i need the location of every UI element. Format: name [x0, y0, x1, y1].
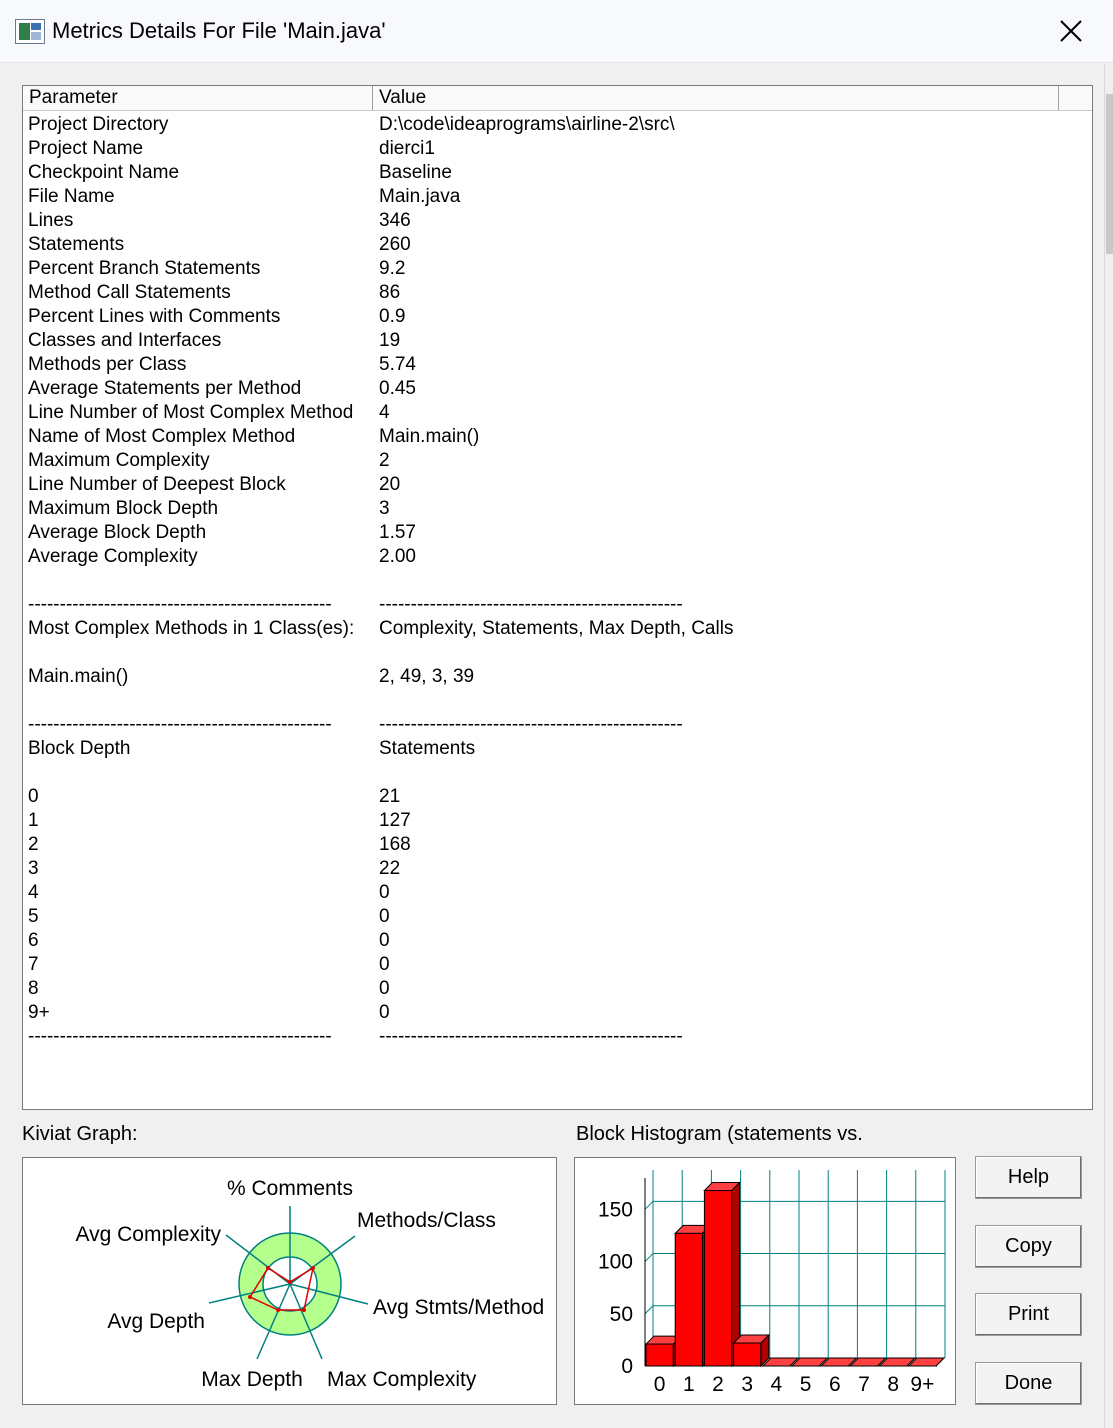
column-header-spacer [1059, 86, 1093, 110]
app-icon [15, 19, 45, 44]
parameter-cell: Main.main() [28, 666, 129, 687]
table-row[interactable] [23, 569, 1092, 593]
table-row[interactable] [23, 905, 1092, 929]
table-row[interactable] [23, 857, 1092, 881]
parameter-cell: Project Directory [28, 114, 169, 135]
grid-line-depth [645, 1306, 653, 1314]
parameter-cell: Maximum Block Depth [28, 498, 219, 519]
value-cell: 5.74 [379, 354, 416, 375]
value-cell: 0 [379, 882, 390, 903]
parameter-cell: 7 [28, 954, 39, 975]
table-row[interactable] [23, 689, 1092, 713]
table-row[interactable] [23, 137, 1092, 161]
parameter-cell: Project Name [28, 138, 144, 159]
value-cell: D:\code\ideaprograms\airline-2\src\ [379, 114, 675, 135]
parameter-cell: 3 [28, 858, 39, 879]
parameter-cell: Methods per Class [28, 354, 187, 375]
table-row[interactable] [23, 305, 1092, 329]
value-cell: 1.57 [379, 522, 416, 543]
parameter-cell: 0 [28, 786, 39, 807]
table-row[interactable] [23, 473, 1092, 497]
table-row[interactable] [23, 977, 1092, 1001]
parameter-cell: ------------------------------------------------ [28, 714, 332, 735]
y-tick-label: 50 [609, 1302, 633, 1326]
kiviat-axis-max-depth: Max Depth [201, 1368, 303, 1391]
parameter-cell: Average Block Depth [28, 522, 207, 543]
table-row[interactable] [23, 161, 1092, 185]
column-header-parameter[interactable]: Parameter [23, 86, 373, 110]
value-cell: Statements [379, 738, 476, 759]
parameter-cell: Line Number of Deepest Block [28, 474, 286, 495]
value-cell: ------------------------------------------------ [379, 1026, 683, 1047]
x-tick-label: 9+ [910, 1373, 935, 1396]
bar [734, 1343, 761, 1366]
table-row[interactable] [23, 329, 1092, 353]
table-row[interactable] [23, 233, 1092, 257]
table-row[interactable] [23, 665, 1092, 689]
kiviat-axis-avg-depth: Avg Depth [107, 1310, 205, 1333]
parameter-cell: File Name [28, 186, 115, 207]
help-button[interactable]: Help [975, 1156, 1082, 1199]
parameter-cell: 1 [28, 810, 39, 831]
table-row[interactable] [23, 593, 1092, 617]
table-row[interactable] [23, 449, 1092, 473]
table-row[interactable] [23, 881, 1092, 905]
value-cell: Main.main() [379, 426, 480, 447]
value-cell: 0 [379, 906, 390, 927]
close-icon [1059, 19, 1083, 43]
value-cell: 0.45 [379, 378, 416, 399]
parameter-cell: Statements [28, 234, 125, 255]
value-cell: 168 [379, 834, 411, 855]
table-row[interactable] [23, 1025, 1092, 1049]
value-cell: 346 [379, 210, 411, 231]
print-button[interactable]: Print [975, 1293, 1082, 1336]
value-cell: Complexity, Statements, Max Depth, Calls [379, 618, 734, 639]
table-row[interactable] [23, 401, 1092, 425]
parameter-cell: ------------------------------------------------ [28, 1026, 332, 1047]
x-tick-label: 5 [799, 1373, 812, 1396]
x-tick-label: 8 [887, 1373, 900, 1396]
value-cell: 2, 49, 3, 39 [379, 666, 475, 687]
value-cell: 22 [379, 858, 401, 879]
kiviat-axis-comments: % Comments [226, 1177, 354, 1200]
value-cell: ------------------------------------------------ [379, 714, 683, 735]
value-cell: Main.java [379, 186, 461, 207]
parameter-cell: Line Number of Most Complex Method [28, 402, 354, 423]
y-tick-label: 150 [597, 1198, 633, 1222]
window-title: Metrics Details For File 'Main.java' [52, 18, 386, 43]
kiviat-axis-methods-class: Methods/Class [357, 1209, 496, 1232]
table-row[interactable] [23, 641, 1092, 665]
kiviat-axis-avg-complexity: Avg Complexity [75, 1223, 221, 1246]
value-cell: 2.00 [379, 546, 416, 567]
value-cell: 86 [379, 282, 401, 303]
value-cell: 20 [379, 474, 401, 495]
parameter-cell: Average Complexity [28, 546, 198, 567]
parameter-cell: 8 [28, 978, 39, 999]
parameter-cell: Percent Branch Statements [28, 258, 261, 279]
value-cell: 2 [379, 450, 390, 471]
done-button[interactable]: Done [975, 1362, 1082, 1405]
parameter-cell: 2 [28, 834, 39, 855]
value-cell: 0 [379, 978, 390, 999]
kiviat-axis-max-complexity: Max Complexity [327, 1368, 477, 1391]
block-histogram [574, 1157, 956, 1405]
value-cell: 4 [379, 402, 390, 423]
value-cell: 0 [379, 1002, 390, 1023]
parameter-cell: Lines [28, 210, 74, 231]
kiviat-label: Kiviat Graph: [22, 1123, 138, 1145]
table-row[interactable] [23, 113, 1092, 137]
value-cell: 127 [379, 810, 411, 831]
y-tick-label: 0 [621, 1355, 633, 1378]
value-cell: 9.2 [379, 258, 406, 279]
table-row[interactable] [23, 497, 1092, 521]
table-row[interactable] [23, 713, 1092, 737]
parameter-cell: Classes and Interfaces [28, 330, 222, 351]
table-row[interactable] [23, 953, 1092, 977]
table-row[interactable] [23, 785, 1092, 809]
value-cell: 260 [379, 234, 411, 255]
table-row[interactable] [23, 377, 1092, 401]
x-tick-label: 0 [653, 1373, 666, 1396]
value-cell: dierci1 [379, 138, 435, 159]
column-header-value[interactable]: Value [373, 86, 1059, 110]
parameter-cell: Percent Lines with Comments [28, 306, 281, 327]
x-tick-label: 1 [682, 1373, 695, 1396]
value-cell: 3 [379, 498, 390, 519]
table-row[interactable] [23, 809, 1092, 833]
title-bar [0, 0, 1113, 63]
parameter-cell: Name of Most Complex Method [28, 426, 296, 447]
value-cell: 21 [379, 786, 401, 807]
y-tick-label: 100 [597, 1250, 633, 1274]
parameter-cell: Average Statements per Method [28, 378, 302, 399]
table-row[interactable] [23, 929, 1092, 953]
table-row[interactable] [23, 281, 1092, 305]
table-row[interactable] [23, 209, 1092, 233]
close-button[interactable] [1046, 10, 1096, 52]
parameter-cell: Checkpoint Name [28, 162, 180, 183]
table-row[interactable] [23, 353, 1092, 377]
kiviat-axis-avg-stmts-method: Avg Stmts/Method [373, 1296, 545, 1319]
parameter-cell: Maximum Complexity [28, 450, 210, 471]
bar [704, 1191, 731, 1366]
copy-button[interactable]: Copy [975, 1225, 1082, 1268]
parameter-cell: 6 [28, 930, 39, 951]
bar [646, 1344, 673, 1366]
x-tick-label: 6 [828, 1373, 841, 1396]
table-body [23, 113, 1092, 1049]
parameter-cell: 9+ [28, 1002, 50, 1023]
window-scrollbar[interactable] [1104, 64, 1113, 1428]
table-row[interactable] [23, 545, 1092, 569]
x-tick-label: 4 [770, 1373, 783, 1396]
value-cell: 0 [379, 954, 390, 975]
value-cell: 0.9 [379, 306, 406, 327]
x-tick-label: 7 [858, 1373, 870, 1396]
x-tick-label: 3 [741, 1373, 754, 1396]
table-row[interactable] [23, 617, 1092, 641]
parameter-cell: Block Depth [28, 738, 131, 759]
x-tick-label: 2 [712, 1373, 724, 1396]
table-row[interactable] [23, 257, 1092, 281]
histogram-label: Block Histogram (statements vs. [576, 1123, 863, 1145]
grid-line-depth [645, 1201, 653, 1209]
value-cell: 19 [379, 330, 401, 351]
table-row[interactable] [23, 737, 1092, 761]
bar [675, 1233, 702, 1366]
table-row[interactable] [23, 425, 1092, 449]
metrics-table [22, 85, 1093, 1110]
parameter-cell: Most Complex Methods in 1 Class(es): [28, 618, 355, 639]
parameter-cell: 4 [28, 882, 39, 903]
table-row[interactable] [23, 761, 1092, 785]
table-header [23, 86, 1092, 111]
table-row[interactable] [23, 185, 1092, 209]
value-cell: 0 [379, 930, 390, 951]
parameter-cell: Method Call Statements [28, 282, 231, 303]
grid-line-depth [645, 1254, 653, 1262]
table-row[interactable] [23, 833, 1092, 857]
value-cell: ------------------------------------------------ [379, 594, 683, 615]
histogram-plot [575, 1158, 955, 1404]
parameter-cell: ------------------------------------------------ [28, 594, 332, 615]
kiviat-graph [22, 1157, 557, 1405]
table-row[interactable] [23, 1001, 1092, 1025]
parameter-cell: 5 [28, 906, 39, 927]
table-row[interactable] [23, 521, 1092, 545]
value-cell: Baseline [379, 162, 452, 183]
